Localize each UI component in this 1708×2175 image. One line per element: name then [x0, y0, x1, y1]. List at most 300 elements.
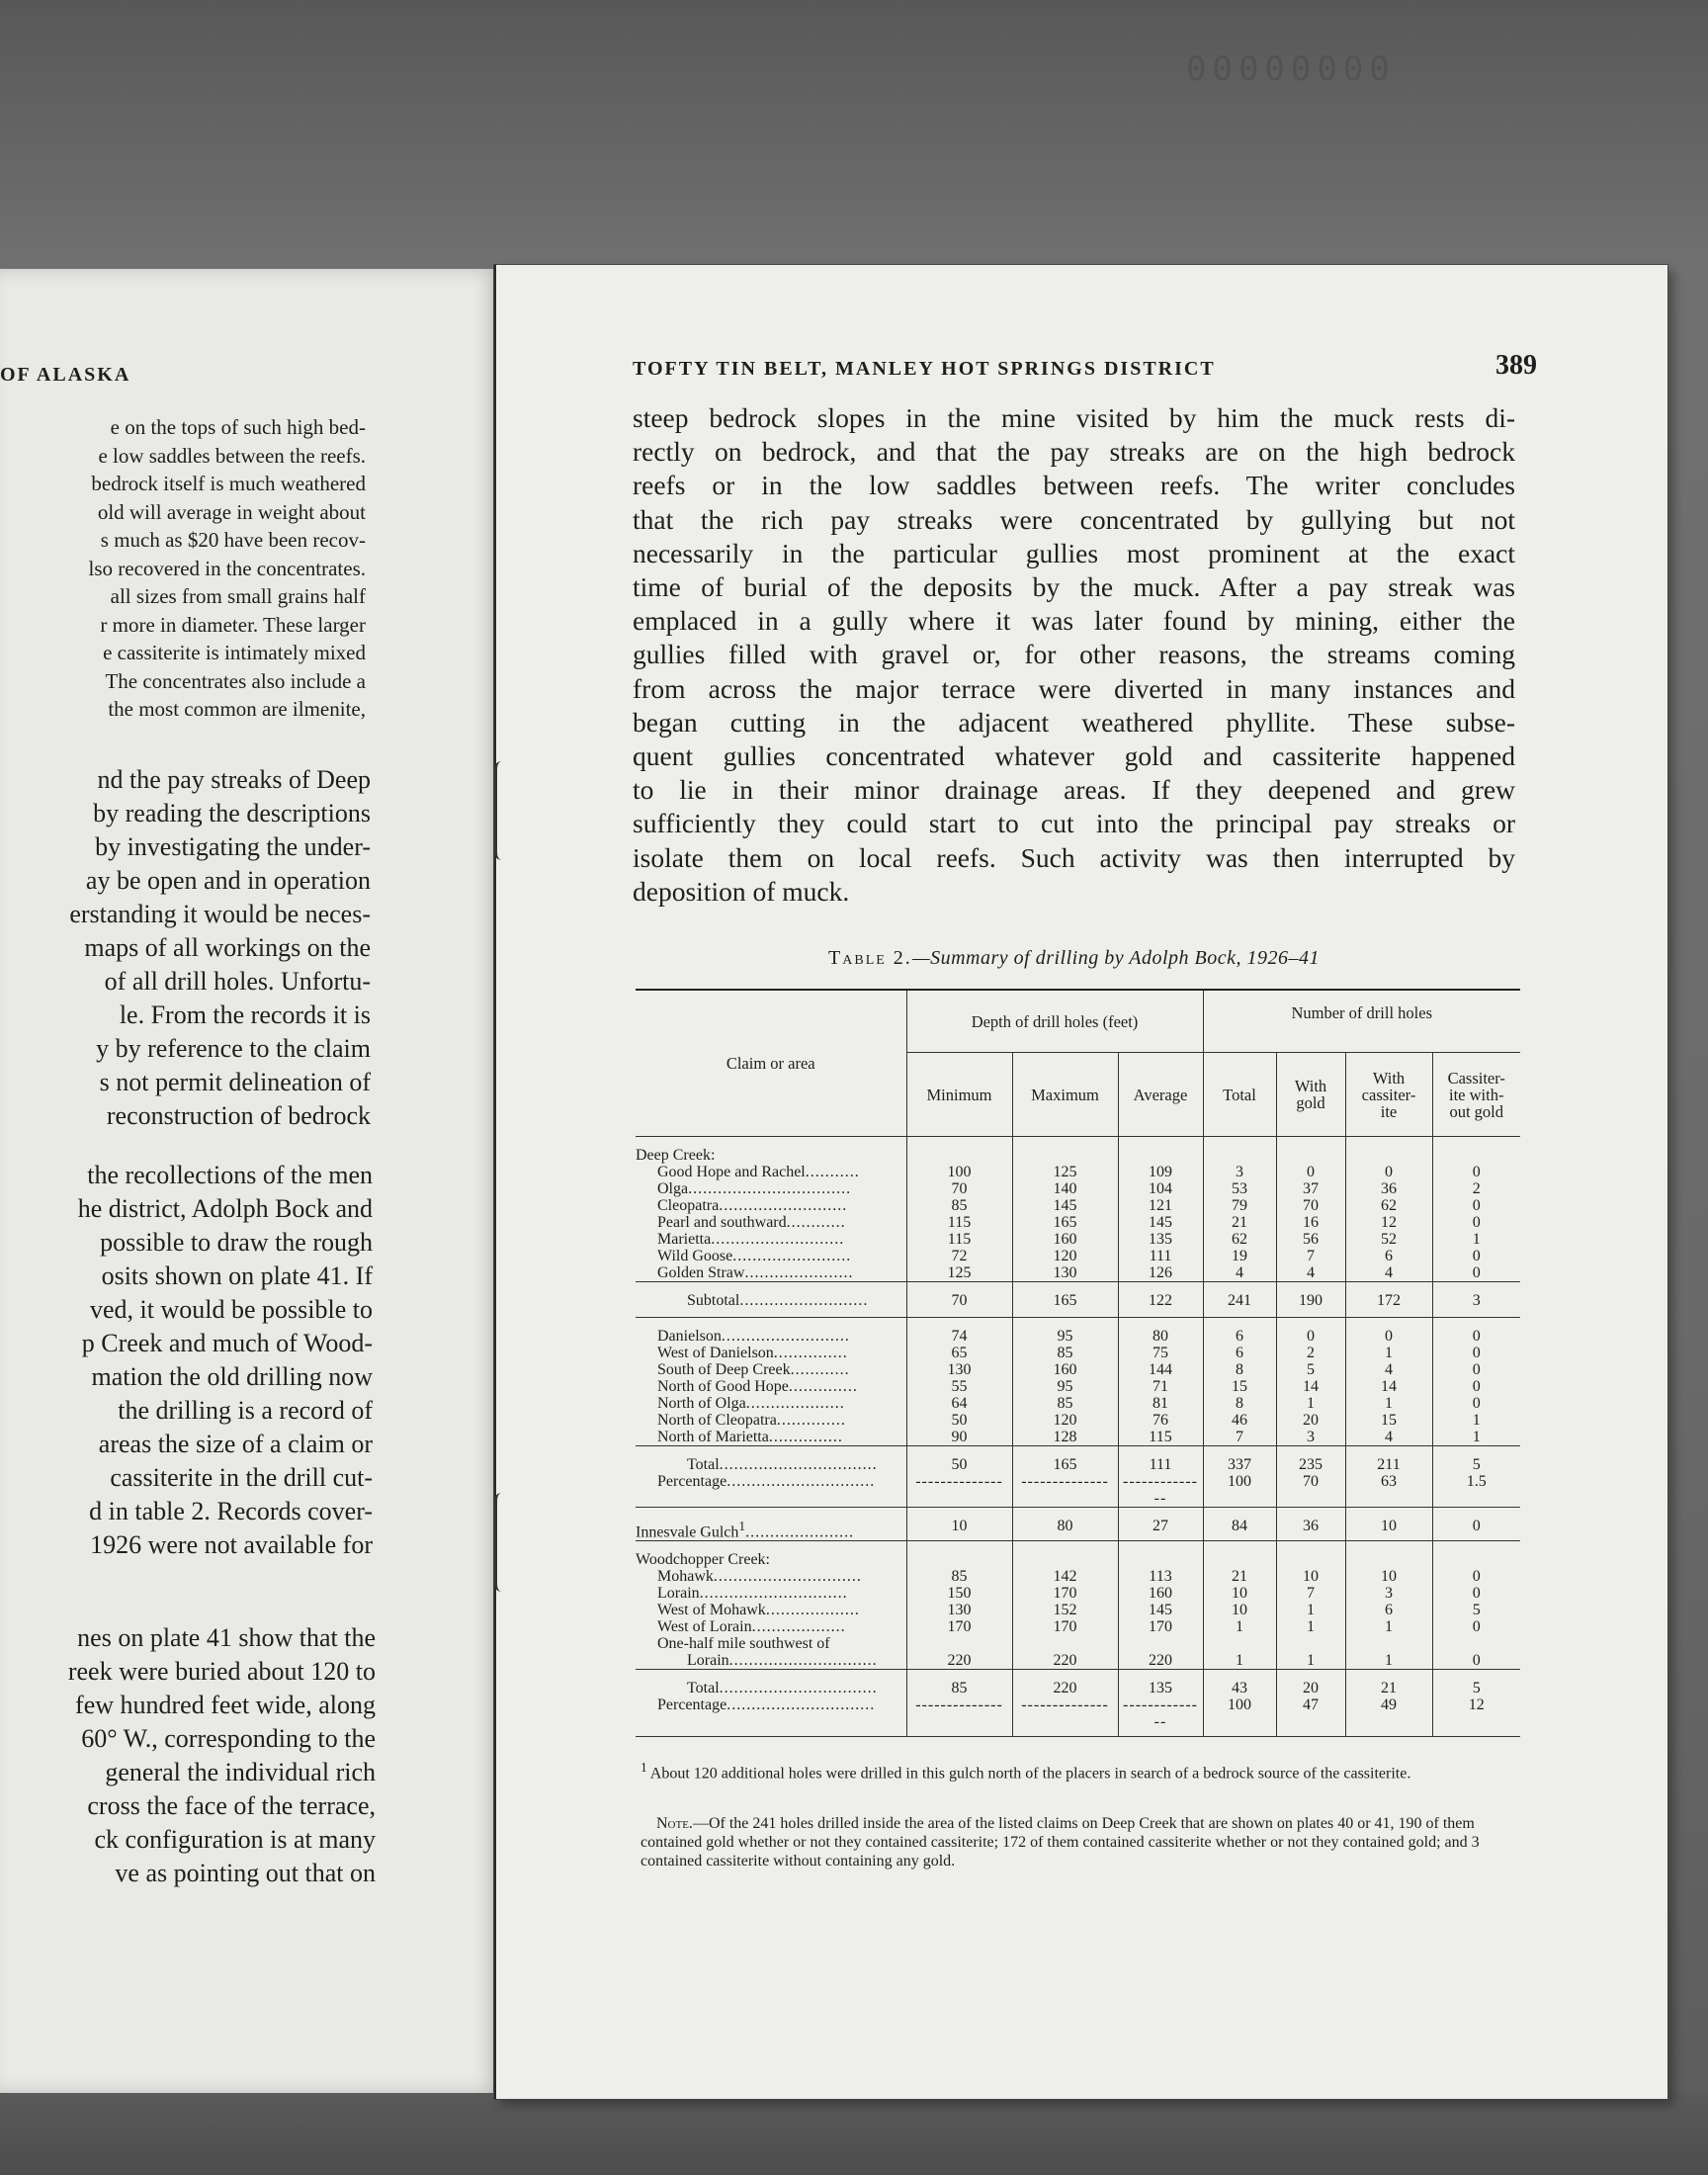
table-cell: 113 [1118, 1568, 1203, 1585]
col-min-header: Minimum [906, 1053, 1012, 1137]
table-body [636, 1137, 1520, 1737]
table-cell: 152 [1012, 1602, 1118, 1618]
leader-dots: ...................... [744, 1264, 854, 1281]
table-row [636, 1473, 1520, 1508]
text-line: e on the tops of such high bed- [110, 415, 366, 439]
table-cell [1432, 1541, 1520, 1569]
table-cell: 170 [1118, 1618, 1203, 1635]
table-cell: 76 [1118, 1412, 1203, 1429]
table-row [636, 1197, 1520, 1214]
row-label [636, 1696, 906, 1737]
table-cell: 43 [1203, 1670, 1276, 1697]
table-cell: 6 [1345, 1602, 1432, 1618]
table-cell: 100 [1203, 1473, 1276, 1508]
row-label-text: Percentage [657, 1473, 727, 1490]
table-cell: 121 [1118, 1197, 1203, 1214]
row-label-text: Lorain [657, 1585, 700, 1603]
leader-dots: .............................. [726, 1473, 876, 1490]
text-line: The concentrates also include a [105, 668, 366, 693]
right-page [494, 265, 1667, 2099]
col-group-depth: Depth of drill holes (feet) [906, 990, 1203, 1053]
table-cell: 70 [1276, 1473, 1345, 1508]
table-cell: 170 [906, 1618, 1012, 1635]
table-cell [1276, 1137, 1345, 1165]
table-cell: 10 [1345, 1508, 1432, 1541]
table-group-heading [636, 1137, 1520, 1165]
leader-dots: .................... [745, 1395, 845, 1412]
table-cell: 50 [906, 1446, 1012, 1474]
table-cell: 14 [1276, 1378, 1345, 1395]
table-row [636, 1180, 1520, 1197]
table-cell: 36 [1345, 1180, 1432, 1197]
text-line: le. From the records it is [119, 1000, 371, 1029]
text-line: began cutting in the adjacent weathered phyllite. These subse- [633, 706, 1515, 738]
text-line: rectly on bedrock, and that the pay streaks are on the high bedrock [633, 436, 1515, 468]
row-label-text: One-half mile southwest of [657, 1635, 830, 1653]
row-label [636, 1248, 906, 1264]
table-cell: 16 [1276, 1214, 1345, 1231]
text-line: nd the pay streaks of Deep [97, 765, 371, 794]
text-line: s much as $20 have been recov- [100, 528, 366, 552]
table-note [640, 1814, 1525, 1870]
text-line: deposition of muck. [633, 875, 850, 907]
table-row [636, 1318, 1520, 1346]
table-cell: 8 [1203, 1361, 1276, 1378]
leader-dots: ........... [805, 1164, 860, 1180]
leader-dots: ................... [765, 1602, 860, 1619]
drilling-summary-table [636, 989, 1520, 1737]
table-cell: 0 [1472, 1378, 1481, 1395]
col-total-header: Total [1203, 1053, 1276, 1137]
table-cell: 144 [1118, 1361, 1203, 1378]
table-row [636, 1568, 1520, 1585]
table-cell [1118, 1309, 1203, 1318]
leader-dots: ................................. [688, 1180, 852, 1197]
col-cassiterite-without-gold-header: Cassiter-ite with-out gold [1432, 1053, 1520, 1137]
leader-dots: ...................... [745, 1523, 855, 1541]
table-cell: 4 [1276, 1264, 1345, 1282]
row-label [636, 1361, 906, 1378]
table-cell [1203, 1635, 1276, 1652]
row-label-text: West of Lorain [657, 1618, 752, 1636]
row-label-text: Pearl and southward [657, 1214, 787, 1231]
text-line: lso recovered in the concentrates. [88, 556, 366, 580]
row-label [636, 1231, 906, 1248]
table-cell: 1 [1276, 1395, 1345, 1412]
leader-dots: ............ [790, 1361, 850, 1378]
table-cell: 81 [1118, 1395, 1203, 1412]
table-cell: 109 [1118, 1164, 1203, 1180]
table-cell: 95 [1012, 1318, 1118, 1346]
row-label [636, 1429, 906, 1446]
table-cell: 70 [1276, 1197, 1345, 1214]
table-cell: 115 [906, 1214, 1012, 1231]
text-line: e cassiterite is intimately mixed [103, 641, 366, 664]
table-row [636, 1602, 1520, 1618]
table-cell: 165 [1012, 1214, 1118, 1231]
table-cell: 165 [1012, 1282, 1118, 1310]
row-label [636, 1214, 906, 1231]
table-cell: 95 [1012, 1378, 1118, 1395]
row-label [636, 1508, 906, 1541]
text-line: quent gullies concentrated whatever gold and cassiterite happened [633, 740, 1515, 772]
text-line: time of burial of the deposits by the muck. After a pay streak was [633, 571, 1515, 603]
table-cell: 21 [1203, 1568, 1276, 1585]
table-cell: 5 [1276, 1361, 1345, 1378]
text-line: reek were buried about 120 to [67, 1657, 376, 1686]
row-label [636, 1345, 906, 1361]
table-cell [1432, 1635, 1520, 1652]
table-cell: 145 [1118, 1602, 1203, 1618]
table-cell: 0 [1276, 1164, 1345, 1180]
table-row [636, 1635, 1520, 1652]
text-line: s not permit delineation of [99, 1068, 371, 1096]
table-cell: 3 [1345, 1585, 1432, 1602]
table-cell: 115 [906, 1231, 1012, 1248]
table-cell: 0 [1472, 1568, 1481, 1586]
table-cell: 160 [1012, 1361, 1118, 1378]
table-cell: -------------- [906, 1696, 1012, 1737]
table-cell: 10 [1203, 1602, 1276, 1618]
left-page [0, 269, 499, 2093]
row-label-text: North of Cleopatra [657, 1412, 777, 1429]
text-line: ve as pointing out that on [115, 1859, 376, 1887]
right-running-head [633, 350, 1537, 386]
row-label-text: Total [687, 1680, 720, 1697]
row-label [636, 1180, 906, 1197]
row-label [636, 1541, 906, 1569]
table-row [636, 1231, 1520, 1248]
text-line: to lie in their minor drainage areas. If they deepened and grew [633, 774, 1515, 806]
table-cell: 5 [1432, 1446, 1520, 1474]
table-row [636, 1446, 1520, 1474]
leader-dots: ................... [751, 1618, 846, 1636]
table-cell: 37 [1276, 1180, 1345, 1197]
table-cell: 125 [1012, 1164, 1118, 1180]
table-cell: 7 [1276, 1248, 1345, 1264]
footnote-marker: 1 [640, 1760, 647, 1775]
table-cell: 62 [1345, 1197, 1432, 1214]
text-line: the most common are ilmenite, [108, 697, 366, 721]
leader-dots: .......................... [739, 1292, 869, 1309]
text-line: the drilling is a record of [118, 1396, 373, 1425]
leader-dots: .............................. [713, 1568, 862, 1586]
table-cell: 120 [1012, 1248, 1118, 1264]
table-cell: 85 [906, 1670, 1012, 1697]
table-cell: 220 [1012, 1652, 1118, 1670]
table-cell: 64 [906, 1395, 1012, 1412]
table-label: Table 2. [828, 947, 912, 969]
table-cell: 130 [1012, 1264, 1118, 1282]
row-label [636, 1395, 906, 1412]
text-line: cross the face of the terrace, [87, 1791, 376, 1820]
text-line: possible to draw the rough [100, 1228, 373, 1257]
left-running-head: OF ALASKA [0, 364, 131, 386]
table-cell: 100 [906, 1164, 1012, 1180]
table-cell [1345, 1309, 1432, 1318]
text-line: 60° W., corresponding to the [81, 1724, 376, 1753]
table-cell: 6 [1203, 1345, 1276, 1361]
table-cell: 12 [1432, 1696, 1520, 1737]
table-cell: -------------- [1012, 1473, 1118, 1508]
table-cell: 0 [1432, 1318, 1520, 1346]
table-cell [1118, 1635, 1203, 1652]
table-cell [1118, 1137, 1203, 1165]
table-cell [1118, 1541, 1203, 1569]
table-cell: -------------- [1012, 1696, 1118, 1737]
row-label-text: West of Danielson [657, 1345, 774, 1361]
table-row [636, 1395, 1520, 1412]
table-cell: 49 [1345, 1696, 1432, 1737]
text-line: reefs or in the low saddles between reefs. The writer concludes [633, 470, 1515, 501]
table-cell: 72 [906, 1248, 1012, 1264]
table-cell: 1 [1345, 1652, 1432, 1670]
row-label [636, 1602, 906, 1618]
text-line: by reading the descriptions [93, 799, 371, 827]
table-cell: 85 [1012, 1395, 1118, 1412]
text-line: all sizes from small grains half [110, 584, 366, 608]
table-cell: 85 [906, 1197, 1012, 1214]
table-cell: 190 [1276, 1282, 1345, 1310]
row-label-text: Woodchopper Creek: [636, 1551, 770, 1569]
table-cell: 7 [1203, 1429, 1276, 1446]
row-label-text: Subtotal [687, 1292, 740, 1309]
text-line: steep bedrock slopes in the mine visited by him the muck rests di- [633, 402, 1515, 433]
table-cell: 10 [1345, 1568, 1432, 1585]
table-cell: 2 [1472, 1180, 1481, 1197]
table-row [636, 1361, 1520, 1378]
table-cell: 211 [1345, 1446, 1432, 1474]
row-label-text: Mohawk [657, 1568, 714, 1586]
table-row [636, 1164, 1520, 1180]
table-cell [1012, 1541, 1118, 1569]
table-cell: 10 [1276, 1568, 1345, 1585]
row-label-text: North of Good Hope [657, 1378, 789, 1395]
leader-dots: .............. [788, 1378, 858, 1395]
row-label [636, 1412, 906, 1429]
text-line: mation the old drilling now [91, 1362, 373, 1391]
row-label-text: Wild Goose [657, 1248, 733, 1264]
table-cell [1432, 1309, 1520, 1318]
table-cell [1345, 1137, 1432, 1165]
table-row [636, 1412, 1520, 1429]
table-cell: 135 [1118, 1231, 1203, 1248]
note-label: Note. [656, 1815, 693, 1832]
table-row [636, 1345, 1520, 1361]
table-cell: 1 [1276, 1602, 1345, 1618]
table-cell: 120 [1012, 1412, 1118, 1429]
table-cell: 1 [1472, 1429, 1481, 1445]
text-line: ck configuration is at many [94, 1825, 376, 1854]
row-label-text: West of Mohawk [657, 1602, 766, 1619]
table-cell [1276, 1309, 1345, 1318]
table-cell: 122 [1118, 1282, 1203, 1310]
leader-dots: .............................. [728, 1652, 878, 1670]
table-cell: 0 [1472, 1618, 1481, 1636]
table-footnote [640, 1758, 1525, 1783]
row-label-text: Total [687, 1456, 720, 1473]
table-cell: 7 [1276, 1585, 1345, 1602]
table-row [636, 1264, 1520, 1282]
table-cell: 0 [1472, 1585, 1481, 1603]
table-cell: 0 [1345, 1318, 1432, 1346]
table-cell: 3 [1203, 1164, 1276, 1180]
text-line: general the individual rich [105, 1758, 376, 1786]
table-cell: 145 [1012, 1197, 1118, 1214]
table-cell: 160 [1012, 1231, 1118, 1248]
table-cell: 62 [1203, 1231, 1276, 1248]
row-label [636, 1618, 906, 1635]
text-line: reconstruction of bedrock [106, 1101, 371, 1130]
table-cell: 160 [1118, 1585, 1203, 1602]
scan-bottom-margin [0, 2093, 1708, 2175]
table-cell: 5 [1432, 1670, 1520, 1697]
table-cell [906, 1541, 1012, 1569]
table-cell: 1 [1345, 1395, 1432, 1412]
table-cell: -------------- [1118, 1696, 1203, 1737]
table-cell: 85 [906, 1568, 1012, 1585]
row-label [636, 1164, 906, 1180]
text-line: the recollections of the men [87, 1161, 373, 1189]
leader-dots: .............. [776, 1412, 846, 1429]
text-line: gullies filled with gravel or, for other reasons, the streams coming [633, 639, 1515, 670]
table-cell: -------------- [1118, 1473, 1203, 1508]
text-line: nes on plate 41 show that the [77, 1623, 376, 1652]
table-cell [1203, 1309, 1276, 1318]
row-label [636, 1282, 906, 1310]
table-cell: 1 [1345, 1618, 1432, 1635]
table-cell: 1 [1472, 1412, 1481, 1429]
table-cell: 100 [1203, 1696, 1276, 1737]
table-cell: 90 [906, 1429, 1012, 1446]
text-line: erstanding it would be neces- [69, 900, 371, 928]
table-cell [1276, 1541, 1345, 1569]
table-cell: 63 [1345, 1473, 1432, 1508]
col-with-gold-header: With gold [1276, 1053, 1345, 1137]
col-claim-header: Claim or area [636, 990, 906, 1137]
table-cell: 1.5 [1466, 1473, 1487, 1490]
table-cell: 0 [1472, 1248, 1481, 1264]
table-cell: 80 [1118, 1318, 1203, 1346]
table-cell: 46 [1203, 1412, 1276, 1429]
col-with-cassiterite-header: With cassiter-ite [1345, 1053, 1432, 1137]
table-cell: 115 [1118, 1429, 1203, 1446]
row-label-text: Marietta [657, 1231, 712, 1248]
table-cell: 111 [1118, 1248, 1203, 1264]
text-line: maps of all workings on the [84, 933, 371, 962]
row-label [636, 1137, 906, 1165]
table-cell: 50 [906, 1412, 1012, 1429]
table-cell: 104 [1118, 1180, 1203, 1197]
row-label [636, 1378, 906, 1395]
row-label-text: North of Olga [657, 1395, 746, 1412]
table-cell: 2 [1276, 1345, 1345, 1361]
table-cell: -------------- [906, 1473, 1012, 1508]
table-cell: 52 [1345, 1231, 1432, 1248]
col-max-header: Maximum [1012, 1053, 1118, 1137]
page-spine-line [494, 265, 496, 2099]
leader-dots: .......................... [721, 1328, 850, 1345]
left-paragraph-2 [0, 763, 371, 1133]
leader-dots: ............... [768, 1429, 843, 1445]
leader-dots: .......................... [719, 1197, 848, 1214]
table-cell: 220 [906, 1652, 1012, 1670]
table-cell: 0 [1472, 1164, 1481, 1180]
table-row [636, 1618, 1520, 1635]
table-row [636, 1696, 1520, 1737]
table-row [636, 1378, 1520, 1395]
table-cell [1012, 1635, 1118, 1652]
table-cell [1203, 1541, 1276, 1569]
row-label-text: Percentage [657, 1696, 727, 1714]
table-cell: 55 [906, 1378, 1012, 1395]
table-cell: 1 [1345, 1345, 1432, 1361]
table-cell: 235 [1276, 1446, 1345, 1474]
table-cell: 80 [1012, 1508, 1118, 1541]
table-cell: 0 [1432, 1508, 1520, 1541]
table-cell [1432, 1137, 1520, 1165]
table-cell: 21 [1345, 1670, 1432, 1697]
leader-dots: ................................ [719, 1456, 878, 1473]
text-line: y by reference to the claim [96, 1034, 371, 1063]
text-line: few hundred feet wide, along [75, 1691, 376, 1719]
table-cell: 20 [1276, 1412, 1345, 1429]
table-cell: 5 [1472, 1602, 1481, 1619]
table-cell: 220 [1012, 1670, 1118, 1697]
leader-dots: ........................... [711, 1231, 845, 1248]
table-cell: 0 [1472, 1395, 1481, 1412]
table-caption [633, 947, 1515, 970]
table-cell: 4 [1345, 1361, 1432, 1378]
table-cell: 0 [1472, 1214, 1481, 1231]
table-cell: 47 [1276, 1696, 1345, 1737]
row-label [636, 1652, 906, 1670]
table-cell: 65 [906, 1345, 1012, 1361]
row-label [636, 1568, 906, 1585]
leader-dots: ........................ [732, 1248, 852, 1264]
table-row [636, 1652, 1520, 1670]
table-cell: 4 [1203, 1264, 1276, 1282]
table-cell: 74 [906, 1318, 1012, 1346]
text-line: by investigating the under- [95, 832, 371, 861]
table-cell: 130 [906, 1602, 1012, 1618]
row-label-text: Deep Creek: [636, 1147, 716, 1164]
table-cell: 14 [1345, 1378, 1432, 1395]
table-cell: 220 [1118, 1652, 1203, 1670]
text-line: cassiterite in the drill cut- [110, 1463, 373, 1492]
table-cell: 15 [1203, 1378, 1276, 1395]
left-paragraph-1 [0, 413, 366, 724]
table-cell: 85 [1012, 1345, 1118, 1361]
row-label [636, 1264, 906, 1282]
text-line: e low saddles between the reefs. [98, 443, 366, 468]
table-cell: 0 [1472, 1264, 1481, 1281]
table-cell [1012, 1309, 1118, 1318]
text-line: sufficiently they could start to cut into the principal pay streaks or [633, 808, 1515, 839]
footnote-text: About 120 additional holes were drilled in this gulch north of the placers in search of a bedrock source of the cassiterite. [649, 1765, 1411, 1783]
text-line: ay be open and in operation [85, 866, 371, 895]
table-cell: 140 [1012, 1180, 1118, 1197]
binding-clip-top [494, 761, 509, 860]
table-cell: 130 [906, 1361, 1012, 1378]
table-cell: 165 [1012, 1446, 1118, 1474]
table-cell: 71 [1118, 1378, 1203, 1395]
table-cell: 21 [1203, 1214, 1276, 1231]
table-row [636, 1248, 1520, 1264]
table-cell: 111 [1118, 1446, 1203, 1474]
text-line: that the rich pay streaks were concentrated by gullying but not [633, 503, 1515, 535]
row-label-text: North of Marietta [657, 1429, 769, 1445]
